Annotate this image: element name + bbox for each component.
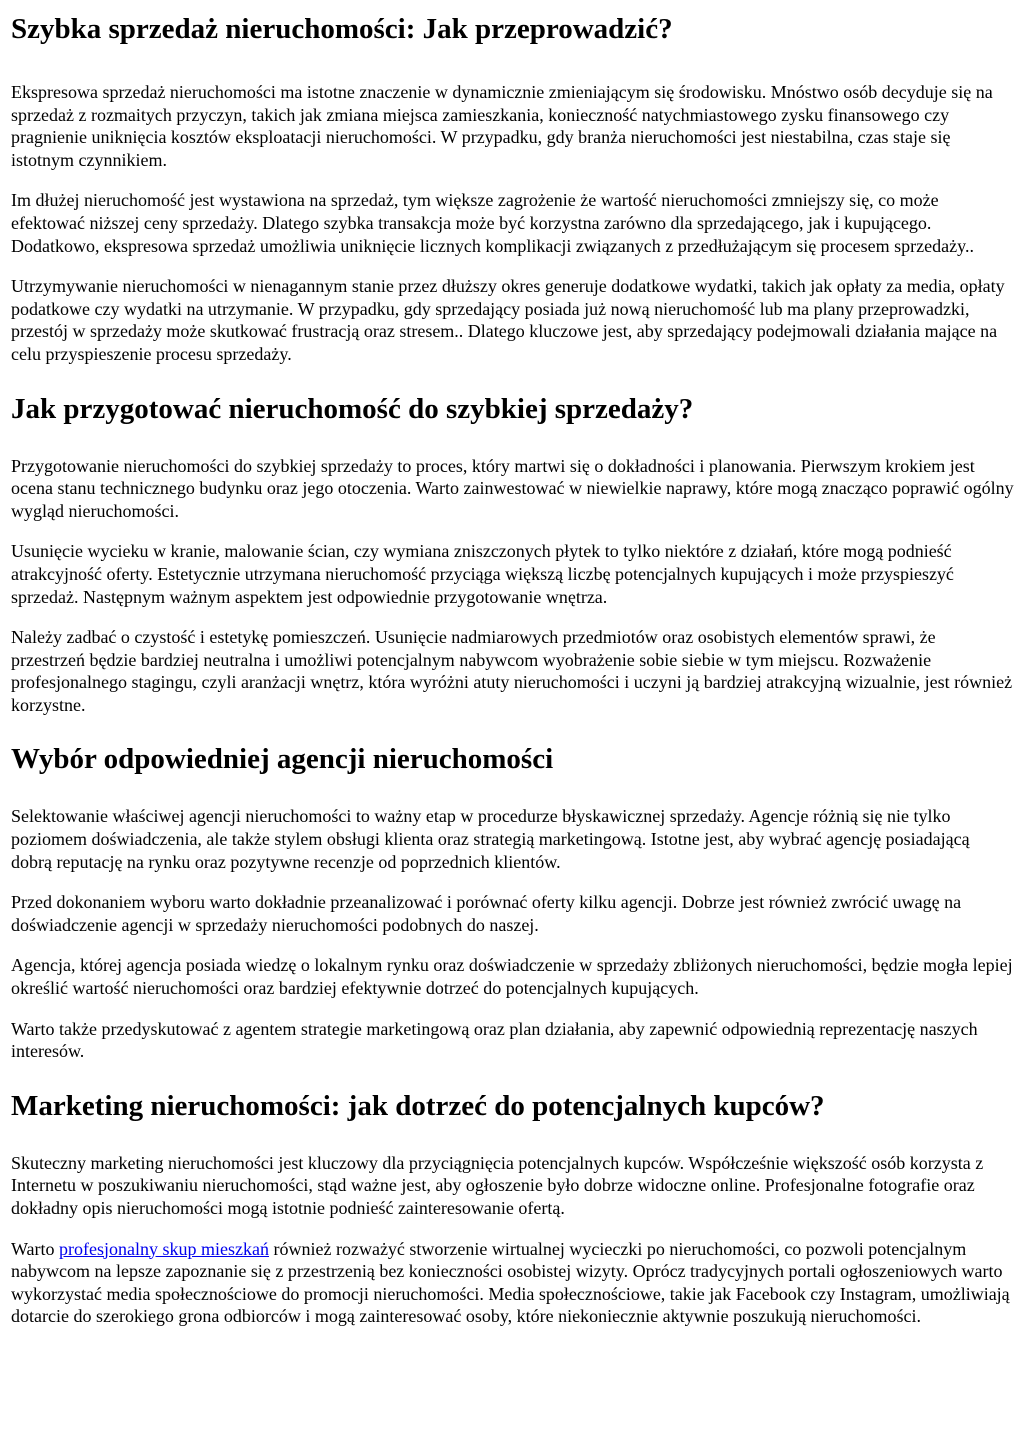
paragraph-with-link (11, 1238, 1014, 1328)
paragraph: Warto także przedyskutować z agentem strategie marketingową oraz plan działania, aby zapewnić odpowiednią reprezentację naszych interesów. (11, 1018, 978, 1062)
section-heading: Marketing nieruchomości: jak dotrzeć do potencjalnych kupców? (11, 1089, 825, 1122)
paragraph: Utrzymywanie nieruchomości w nienagannym stanie przez dłuższy okres generuje dodatkowe wydatki, takich jak opłaty za media, opłaty podatkowe czy wydatki na utrzymanie. W przypadku, gdy sprzedający posiada już nową nieruchomość lub ma plany przeprowadzki, przestój w sprzedaży może skutkować frustracją oraz stresem.. Dlatego kluczowe jest, aby sprzedający podejmowali działania mające na celu przyspieszenie procesu sprzedaży. (11, 276, 1005, 364)
paragraph: Agencja, której agencja posiada wiedzę o lokalnym rynku oraz doświadczenie w sprzedaży zbliżonych nieruchomości, będzie mogła lepiej określić wartość nieruchomości oraz bardziej efektywnie dotrzeć do potencjalnych kupujących. (11, 955, 1013, 999)
paragraph: Przygotowanie nieruchomości do szybkiej sprzedaży to proces, który martwi się o dokładności i planowania. Pierwszym krokiem jest ocena stanu technicznego budynku oraz jego otoczenia. Warto zainwestować w niewielkie naprawy, które mogą znacząco poprawić ogólny wygląd nieruchomości. (11, 455, 1014, 521)
paragraph: Selektowanie właściwej agencji nieruchomości to ważny etap w procedurze błyskawicznej sprzedaży. Agencje różnią się nie tylko poziomem doświadczenia, ale także stylem obsługi klienta oraz strategią marketingową. Istotne jest, aby wybrać agencję posiadającą dobrą reputację na rynku oraz pozytywne recenzje od poprzednich klientów. (11, 806, 970, 872)
link-paragraph-after: również rozważyć stworzenie wirtualnej wycieczki po nieruchomości, co pozwoli potencjalnym nabywcom na lepsze zapoznanie się z przestrzenią bez konieczności osobistej wizyty. Oprócz tradycyjnych portali ogłoszeniowych warto wykorzystać media społecznościowe do promocji nieruchomości. Media społecznościowe, takie jak Facebook czy Instagram, umożliwiają dotarcie do szerokiego grona odbiorców i mogą zainteresować osoby, które niekoniecznie aktywnie poszukują nieruchomości. (11, 1238, 1010, 1327)
paragraph: Ekspresowa sprzedaż nieruchomości ma istotne znaczenie w dynamicznie zmieniającym się środowisku. Mnóstwo osób decyduje się na sprzedaż z rozmaitych przyczyn, takich jak zmiana miejsca zamieszkania, konieczność natychmiastowego zysku finansowego czy pragnienie uniknięcia kosztów eksploatacji nieruchomości. W przypadku, gdy branża nieruchomości jest niestabilna, czas staje się istotnym czynnikiem. (11, 82, 993, 170)
paragraph: Usunięcie wycieku w kranie, malowanie ścian, czy wymiana zniszczonych płytek to tylko niektóre z działań, które mogą podnieść atrakcyjność oferty. Estetycznie utrzymana nieruchomość przyciąga większą liczbę potencjalnych kupujących i może przyspieszyć sprzedaż. Następnym ważnym aspektem jest odpowiednie przygotowanie wnętrza. (11, 541, 954, 607)
section-heading: Wybór odpowiedniej agencji nieruchomości (11, 743, 554, 776)
paragraph: Należy zadbać o czystość i estetykę pomieszczeń. Usunięcie nadmiarowych przedmiotów oraz osobistych elementów sprawi, że przestrzeń będzie bardziej neutralna i umożliwi potencjalnym nabywcom wyobrażenie sobie siebie w tym miejscu. Rozważenie profesjonalnego stagingu, czyli aranżacji wnętrz, która wyróżni atuty nieruchomości i uczyni ją bardziej atrakcyjną wizualnie, jest również korzystne. (11, 627, 1013, 715)
section-heading: Szybka sprzedaż nieruchomości: Jak przeprowadzić? (11, 13, 673, 45)
paragraph: Im dłużej nieruchomość jest wystawiona na sprzedaż, tym większe zagrożenie że wartość nieruchomości zmniejszy się, co może efektować niższej ceny sprzedaży. Dlatego szybka transakcja może być korzystna zarówno dla sprzedającego, jak i kupującego. Dodatkowo, ekspresowa sprzedaż umożliwia uniknięcie licznych komplikacji związanych z przedłużającym się procesem sprzedaży.. (11, 190, 974, 256)
paragraph: Przed dokonaniem wyboru warto dokładnie przeanalizować i porównać oferty kilku agencji. Dobrze jest również zwrócić uwagę na doświadczenie agencji w sprzedaży nieruchomości podobnych do naszej. (11, 892, 962, 935)
link-paragraph-before: Warto (11, 1238, 60, 1259)
section-heading: Jak przygotować nieruchomość do szybkiej sprzedaży? (11, 392, 694, 425)
paragraph: Skuteczny marketing nieruchomości jest kluczowy dla przyciągnięcia potencjalnych kupców. Współcześnie większość osób korzysta z Internetu w poszukiwaniu nieruchomości, stąd ważne jest, aby ogłoszenie było dobrze widoczne online. Profesjonalne fotografie oraz dokładny opis nieruchomości mogą istotnie podnieść zainteresowanie ofertą. (11, 1152, 984, 1218)
skup-mieszkan-link[interactable]: profesjonalny skup mieszkań (59, 1238, 269, 1259)
